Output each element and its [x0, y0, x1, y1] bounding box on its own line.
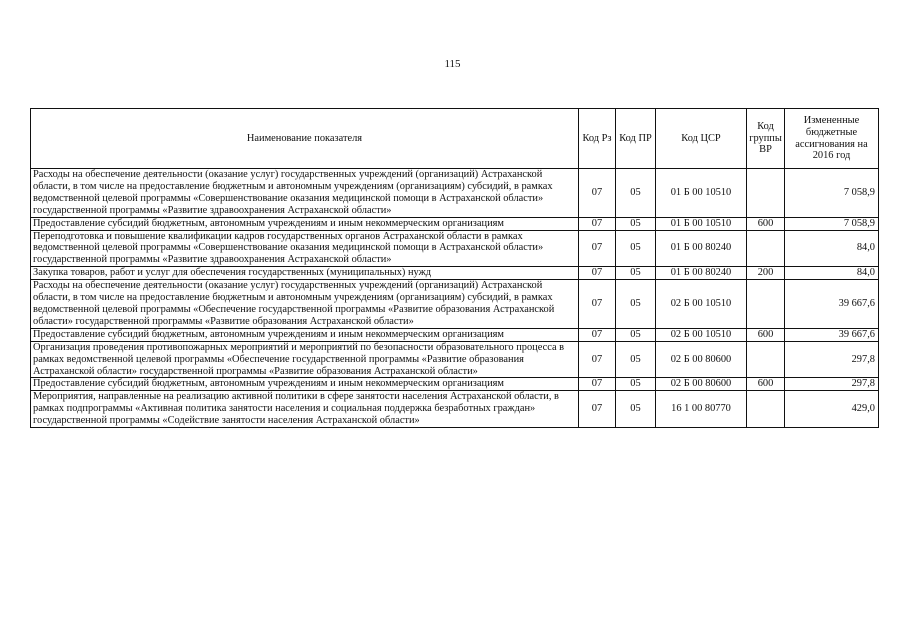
row-amount: 84,0 [785, 230, 879, 267]
row-rz: 07 [579, 391, 616, 428]
row-csr: 01 Б 00 10510 [656, 169, 747, 218]
row-amount: 297,8 [785, 341, 879, 378]
table-row [31, 341, 879, 378]
table-row [31, 230, 879, 267]
table-row [31, 280, 879, 329]
row-rz: 07 [579, 378, 616, 391]
row-amount: 297,8 [785, 378, 879, 391]
row-name: Предоставление субсидий бюджетным, автономным учреждениям и иным некоммерческим организациям [31, 328, 579, 341]
row-rz: 07 [579, 217, 616, 230]
header-csr: Код ЦСР [656, 109, 747, 169]
table-header-row [31, 109, 879, 169]
row-vr: 600 [747, 378, 785, 391]
row-pr: 05 [616, 169, 656, 218]
row-amount: 39 667,6 [785, 328, 879, 341]
table-row [31, 169, 879, 218]
table-row [31, 328, 879, 341]
header-name: Наименование показателя [31, 109, 579, 169]
table-row [31, 267, 879, 280]
header-amount: Измененные бюджетные ассигнования на 2016 год [785, 109, 879, 169]
row-amount: 84,0 [785, 267, 879, 280]
row-amount: 7 058,9 [785, 169, 879, 218]
row-pr: 05 [616, 378, 656, 391]
row-csr: 01 Б 00 80240 [656, 230, 747, 267]
budget-table [30, 108, 879, 428]
row-name: Закупка товаров, работ и услуг для обеспечения государственных (муниципальных) нужд [31, 267, 579, 280]
row-amount: 39 667,6 [785, 280, 879, 329]
page-number: 115 [444, 58, 461, 70]
row-csr: 02 Б 00 80600 [656, 341, 747, 378]
row-name: Предоставление субсидий бюджетным, автономным учреждениям и иным некоммерческим организациям [31, 217, 579, 230]
row-pr: 05 [616, 391, 656, 428]
table-row [31, 217, 879, 230]
row-csr: 02 Б 00 80600 [656, 378, 747, 391]
row-rz: 07 [579, 341, 616, 378]
row-vr [747, 341, 785, 378]
row-vr [747, 391, 785, 428]
row-pr: 05 [616, 267, 656, 280]
row-rz: 07 [579, 267, 616, 280]
row-rz: 07 [579, 169, 616, 218]
row-name: Расходы на обеспечение деятельности (оказание услуг) государственных учреждений (организаций) Астраханской области, в том числе на предоставление бюджетным и автономным учреждениям (организациям) субсидий, в рамках ведомственной целевой программы «Совершенствование оказания медицинской помощи в Астраханской области» государственной программы «Развитие здравоохранения Астраханской области» [31, 169, 579, 218]
header-pr: Код ПР [616, 109, 656, 169]
row-csr: 01 Б 00 80240 [656, 267, 747, 280]
row-name: Организация проведения противопожарных мероприятий и мероприятий по безопасности образовательного процесса в рамках ведомственной целевой программы «Обеспечение государственной программы «Развитие образования Астраханской области» государственной программы «Развитие образования Астраханской области» [31, 341, 579, 378]
row-amount: 429,0 [785, 391, 879, 428]
row-name: Предоставление субсидий бюджетным, автономным учреждениям и иным некоммерческим организациям [31, 378, 579, 391]
row-name: Расходы на обеспечение деятельности (оказание услуг) государственных учреждений (организаций) Астраханской области, в том числе на предоставление бюджетным и автономным учреждениям (организациям) субсидий, в рамках ведомственной целевой программы «Обеспечение государственной программы «Развитие образования Астраханской области» государственной программы «Развитие образования Астраханской области» [31, 280, 579, 329]
row-csr: 02 Б 00 10510 [656, 328, 747, 341]
row-rz: 07 [579, 328, 616, 341]
row-vr [747, 230, 785, 267]
header-vr: Код группы ВР [747, 109, 785, 169]
row-vr: 600 [747, 217, 785, 230]
row-vr: 200 [747, 267, 785, 280]
row-csr: 16 1 00 80770 [656, 391, 747, 428]
header-rz: Код Рз [579, 109, 616, 169]
row-pr: 05 [616, 217, 656, 230]
row-csr: 01 Б 00 10510 [656, 217, 747, 230]
row-pr: 05 [616, 341, 656, 378]
row-name: Переподготовка и повышение квалификации кадров государственных органов Астраханской области в рамках ведомственной целевой программы «Совершенствование оказания медицинской помощи в Астраханской области» государственной программы «Развитие здравоохранения Астраханской области» [31, 230, 579, 267]
row-vr [747, 280, 785, 329]
row-pr: 05 [616, 328, 656, 341]
row-amount: 7 058,9 [785, 217, 879, 230]
row-csr: 02 Б 00 10510 [656, 280, 747, 329]
row-rz: 07 [579, 230, 616, 267]
table-row [31, 378, 879, 391]
row-vr [747, 169, 785, 218]
row-pr: 05 [616, 230, 656, 267]
row-rz: 07 [579, 280, 616, 329]
row-vr: 600 [747, 328, 785, 341]
row-pr: 05 [616, 280, 656, 329]
row-name: Мероприятия, направленные на реализацию активной политики в сфере занятости населения Астраханской области, в рамках подпрограммы «Активная политика занятости населения и социальная поддержка безработных граждан» государственной программы «Содействие занятости населения Астраханской области» [31, 391, 579, 428]
table-row [31, 391, 879, 428]
